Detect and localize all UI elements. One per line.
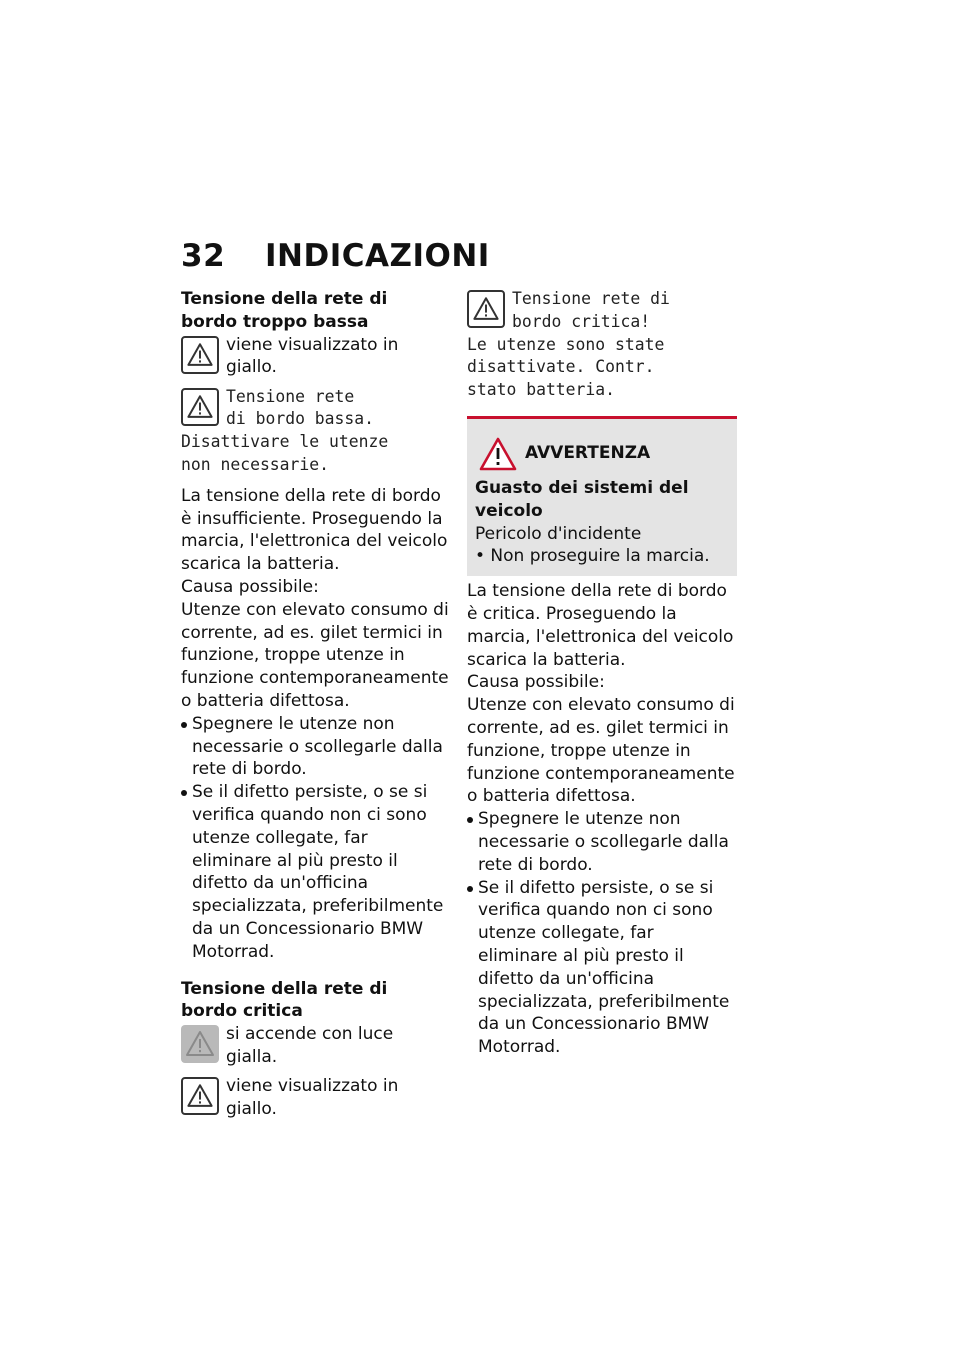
display-message [467, 288, 737, 402]
bullet-dot [467, 817, 473, 823]
warning-triangle-icon [181, 336, 219, 374]
bullet-dot [467, 886, 473, 892]
display-message-line: Disattivare le utenze [181, 432, 389, 452]
description: La tensione della rete di bordo è critica. Proseguendo la marcia, l'elettronica del veicolo scarica la batteria. [467, 581, 734, 670]
lamp-text: si accende con luce gialla. [226, 1024, 394, 1067]
left-column [181, 288, 449, 1127]
page-number: 32 [181, 238, 226, 274]
warning-triangle-icon [181, 388, 219, 426]
description: La tensione della rete di bordo è insufficiente. Proseguendo la marcia, l'elettronica del veicolo scarica la batteria. [181, 485, 448, 575]
warning-triangle-icon [479, 437, 517, 471]
cause-text: Utenze con elevato consumo di corrente, ad es. gilet termici in funzione, troppe utenze in funzione contemporaneamente o batteria difettosa. [467, 695, 735, 807]
list-item: Se il difetto persiste, o se si verifica quando non ci sono utenze collegate, far eliminare al più presto il difetto da un'officina specializzata, preferibilmente da un Concessionario BMW Motorrad. [467, 877, 737, 1059]
warning-title: Guasto dei sistemi del veicolo [475, 477, 689, 521]
action-list [467, 808, 737, 1059]
cause-label: Causa possibile: [467, 672, 605, 693]
warning-label: AVVERTENZA [525, 442, 651, 463]
list-item: Spegnere le utenze non necessarie o scollegarle dalla rete di bordo. [181, 713, 449, 781]
chapter-title: INDICAZIONI [265, 238, 490, 274]
right-column [467, 288, 737, 1059]
warning-triangle-icon [181, 1077, 219, 1115]
lamp-row [181, 1023, 449, 1075]
display-message [181, 386, 449, 477]
display-message-row [181, 386, 449, 477]
display-message-line: Le utenze sono state [467, 334, 665, 354]
indicator-row [181, 1075, 449, 1127]
warning-risk: Pericolo d'incidente [475, 523, 642, 544]
warning-triangle-icon [467, 290, 505, 328]
list-item: Se il difetto persiste, o se si verifica quando non ci sono utenze collegate, far eliminare al più presto il difetto da un'officina specializzata, preferibilmente da un Concessionario BMW Motorrad. [181, 781, 449, 963]
section-heading-critical-voltage: Tensione della rete di bordo critica [181, 978, 388, 1022]
display-message-row [467, 288, 737, 402]
display-message-line: disattivate. Contr. [467, 357, 655, 377]
warning-lamp-icon [181, 1025, 219, 1063]
indicator-text: viene visualizzato in giallo. [226, 334, 399, 378]
list-item: Spegnere le utenze non necessarie o scollegarle dalla rete di bordo. [467, 808, 737, 876]
action-list [181, 713, 449, 964]
display-message-line: Tensione rete [226, 386, 355, 406]
cause-text: Utenze con elevato consumo di corrente, ad es. gilet termici in funzione, troppe utenze in funzione contemporaneamente o batteria difettosa. [181, 599, 449, 711]
indicator-text: viene visualizzato in giallo. [226, 1076, 399, 1119]
warning-box [467, 416, 737, 576]
display-message-line: di bordo bassa. [226, 409, 375, 429]
bullet-dot [181, 722, 187, 728]
display-message-line: non necessarie. [181, 454, 330, 474]
section-heading-low-voltage: Tensione della rete di bordo troppo bassa [181, 289, 388, 332]
display-message-line: stato batteria. [467, 380, 616, 400]
display-message-line: bordo critica! [512, 311, 651, 331]
indicator-row [181, 334, 449, 386]
warning-header [475, 437, 727, 471]
display-message-line: Tensione rete di [512, 289, 670, 308]
cause-label: Causa possibile: [181, 576, 319, 597]
warning-action: • Non proseguire la marcia. [475, 546, 710, 567]
bullet-dot [181, 790, 187, 796]
